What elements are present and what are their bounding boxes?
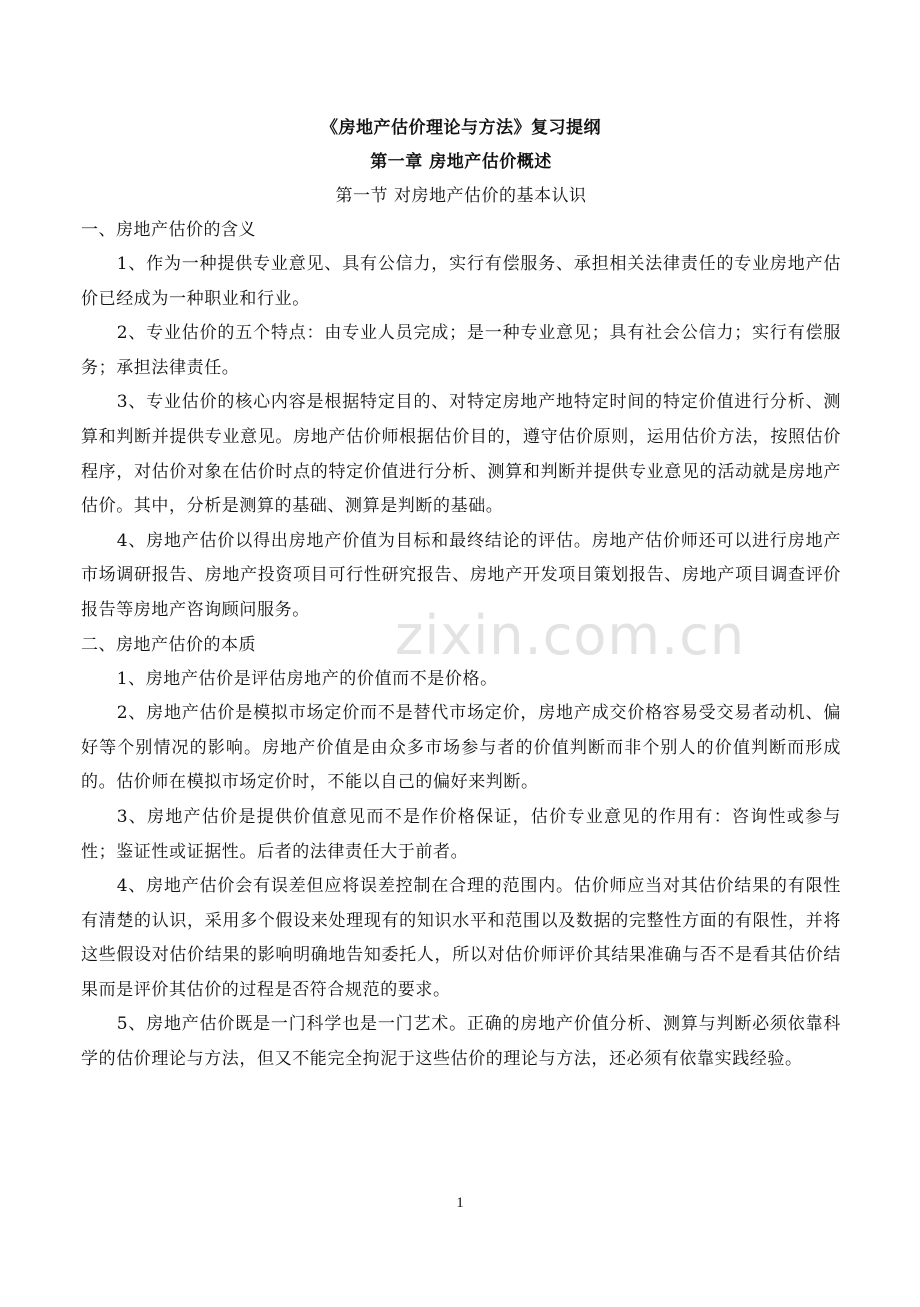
part-heading: 二、房地产估价的本质 [81,634,256,655]
page-number: 1 [456,1195,464,1211]
paragraph: 4、房地产估价会有误差但应将误差控制在合理的范围内。估价师应当对其估价结果的有限性有清楚的认识，采用多个假设来处理现有的知识水平和范围以及数据的完整性方面的有限性，并将这些假设对估价结果的影响明确地告知委托人，所以对估价师评价其结果准确与否不是看其估价结果而是评价其估价的过程是否符合规范的要求。 [81,876,841,1000]
paragraph: 5、房地产估价既是一门科学也是一门艺术。正确的房地产价值分析、测算与判断必须依靠科学的估价理论与方法，但又不能完全拘泥于这些估价的理论与方法，还必须有依靠实践经验。 [81,1014,841,1070]
paragraph: 3、房地产估价是提供价值意见而不是作价格保证，估价专业意见的作用有：咨询性或参与性；鉴证性或证据性。后者的法律责任大于前者。 [81,806,841,862]
document-title: 《房地产估价理论与方法》复习提纲 [321,118,601,138]
paragraph: 2、专业估价的五个特点：由专业人员完成；是一种专业意见；具有社会公信力；实行有偿服务；承担法律责任。 [81,323,841,378]
chapter-title: 第一章 房地产估价概述 [370,152,552,172]
paragraph: 1、作为一种提供专业意见、具有公信力，实行有偿服务、承担相关法律责任的专业房地产估价已经成为一种职业和行业。 [81,254,841,309]
paragraph: 3、专业估价的核心内容是根据特定目的、对特定房地产地特定时间的特定价值进行分析、测算和判断并提供专业意见。房地产估价师根据估价目的，遵守估价原则，运用估价方法，按照估价程序，对估价对象在估价时点的特定价值进行分析、测算和判断并提供专业意见的活动就是房地产估价。其中，分析是测算的基础、测算是判断的基础。 [81,392,841,517]
paragraph: 1、房地产估价是评估房地产的价值而不是价格。 [116,668,498,689]
section-title: 第一节 对房地产估价的基本认识 [335,186,587,206]
paragraph: 2、房地产估价是模拟市场定价而不是替代市场定价，房地产成交价格容易受交易者动机、偏好等个别情况的影响。房地产价值是由众多市场参与者的价值判断而非个别人的价值判断而形成的。估价师在模拟市场定价时，不能以自己的偏好来判断。 [81,703,841,793]
part-heading: 一、房地产估价的含义 [81,220,256,240]
paragraph: 4、房地产估价以得出房地产价值为目标和最终结论的评估。房地产估价师还可以进行房地产市场调研报告、房地产投资项目可行性研究报告、房地产开发项目策划报告、房地产项目调查评价报告等房地产咨询顾问服务。 [81,530,841,620]
watermark: zixin.com.cn [395,604,746,667]
document-body [81,111,841,1077]
